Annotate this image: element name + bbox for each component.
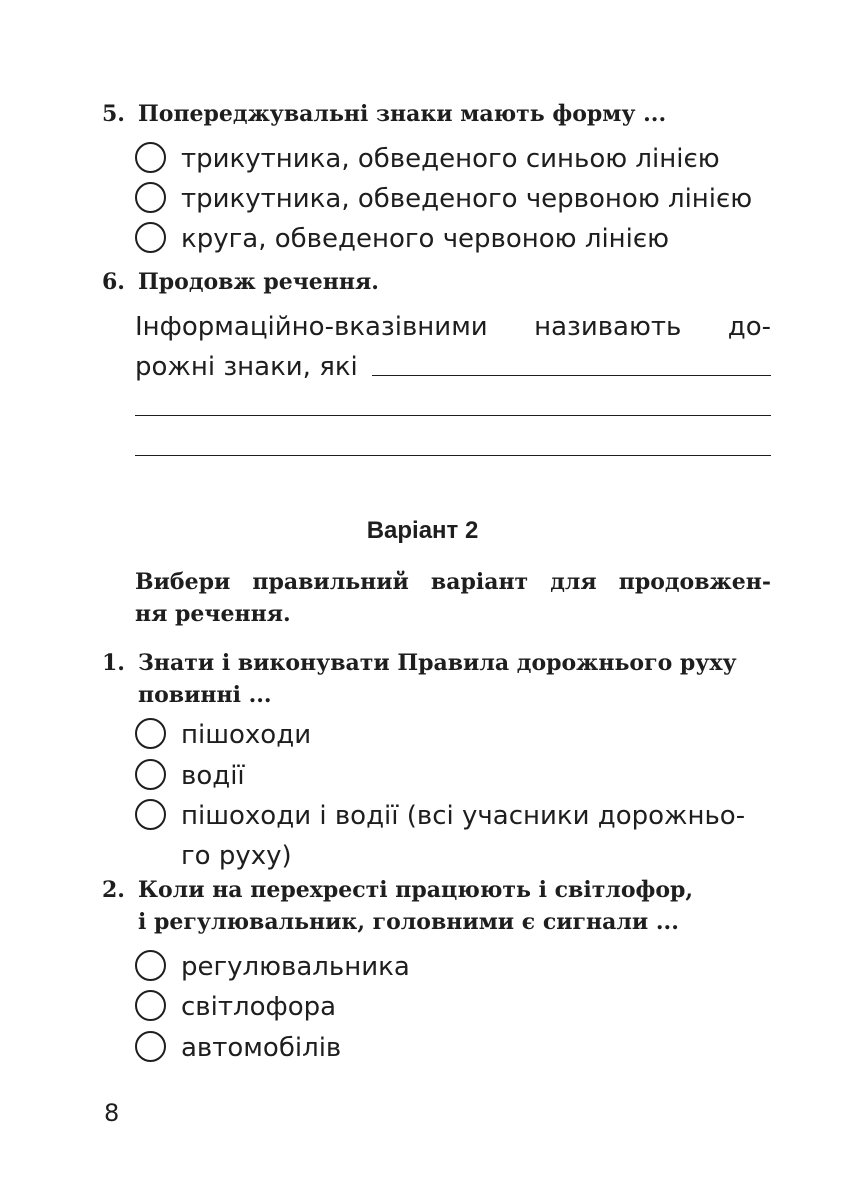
question-6 (102, 266, 379, 298)
question-word: на (212, 877, 243, 903)
radio-circle-icon[interactable] (135, 1031, 166, 1062)
question-number: 5. (102, 101, 125, 127)
answer-option[interactable] (135, 796, 745, 876)
question-text-line-1 (102, 874, 771, 906)
question-text: Продовж речення. (138, 269, 379, 295)
answer-option[interactable] (135, 179, 752, 219)
question-text-line-2: і регулювальник, головними є сигнали ... (138, 909, 679, 935)
sentence-word: називають (534, 312, 682, 342)
question-number: 2. (102, 877, 125, 903)
answer-option[interactable] (135, 947, 410, 987)
option-label: трикутника, обведеного червоною лінією (181, 184, 753, 214)
sentence-word: до- (727, 312, 771, 342)
question-word: перехресті (250, 877, 388, 903)
answer-line[interactable] (135, 415, 771, 416)
option-label: світлофора (181, 992, 337, 1022)
question-text-line-2: повинні ... (138, 682, 272, 708)
option-label-continued: го руху) (181, 841, 292, 871)
option-label: круга, обведеного червоною лінією (181, 224, 670, 254)
option-label: пішоходи (181, 720, 312, 750)
sentence-line-2: рожні знаки, які (135, 352, 358, 382)
radio-circle-icon[interactable] (135, 950, 166, 981)
answer-option[interactable] (135, 219, 669, 259)
option-label: автомобілів (181, 1033, 342, 1063)
instruction-word: продовжен- (618, 569, 771, 595)
instruction-word: правильний (252, 569, 409, 595)
sentence-word: Інформаційно-вказівними (135, 312, 488, 342)
question-number: 6. (102, 269, 125, 295)
question-word: Коли (138, 877, 205, 903)
option-label: трикутника, обведеного синьою лінією (181, 144, 720, 174)
option-label: регулювальника (181, 952, 410, 982)
answer-line[interactable] (135, 455, 771, 456)
question-2 (102, 874, 771, 938)
radio-circle-icon[interactable] (135, 142, 166, 173)
radio-circle-icon[interactable] (135, 990, 166, 1021)
option-label: водії (181, 761, 245, 791)
question-word: і (538, 877, 547, 903)
instruction-word: для (550, 569, 597, 595)
answer-option[interactable] (135, 987, 336, 1027)
question-word: працюють (395, 877, 531, 903)
answer-option[interactable] (135, 139, 720, 179)
radio-circle-icon[interactable] (135, 182, 166, 213)
question-text: Попереджувальні знаки мають форму ... (138, 101, 667, 127)
question-word: світлофор, (554, 877, 694, 903)
question-1 (102, 647, 771, 711)
answer-option[interactable] (135, 756, 245, 796)
question-text-line-1: Знати і виконувати Правила дорожнього руху (138, 650, 737, 676)
page-number: 8 (104, 1099, 120, 1127)
option-label: пішоходи і водії (всі учасники дорожньо- (181, 801, 746, 831)
answer-option[interactable] (135, 1028, 341, 1068)
radio-circle-icon[interactable] (135, 799, 166, 830)
answer-option[interactable] (135, 715, 311, 755)
radio-circle-icon[interactable] (135, 759, 166, 790)
answer-line[interactable] (372, 375, 771, 376)
instruction (135, 566, 771, 630)
question-5 (102, 98, 666, 130)
instruction-word: варіант (430, 569, 529, 595)
radio-circle-icon[interactable] (135, 222, 166, 253)
variant-heading: Варіант 2 (366, 517, 479, 544)
question-number: 1. (102, 650, 125, 676)
instruction-line-2: ня речення. (135, 601, 291, 627)
radio-circle-icon[interactable] (135, 718, 166, 749)
instruction-word: Вибери (135, 569, 231, 595)
